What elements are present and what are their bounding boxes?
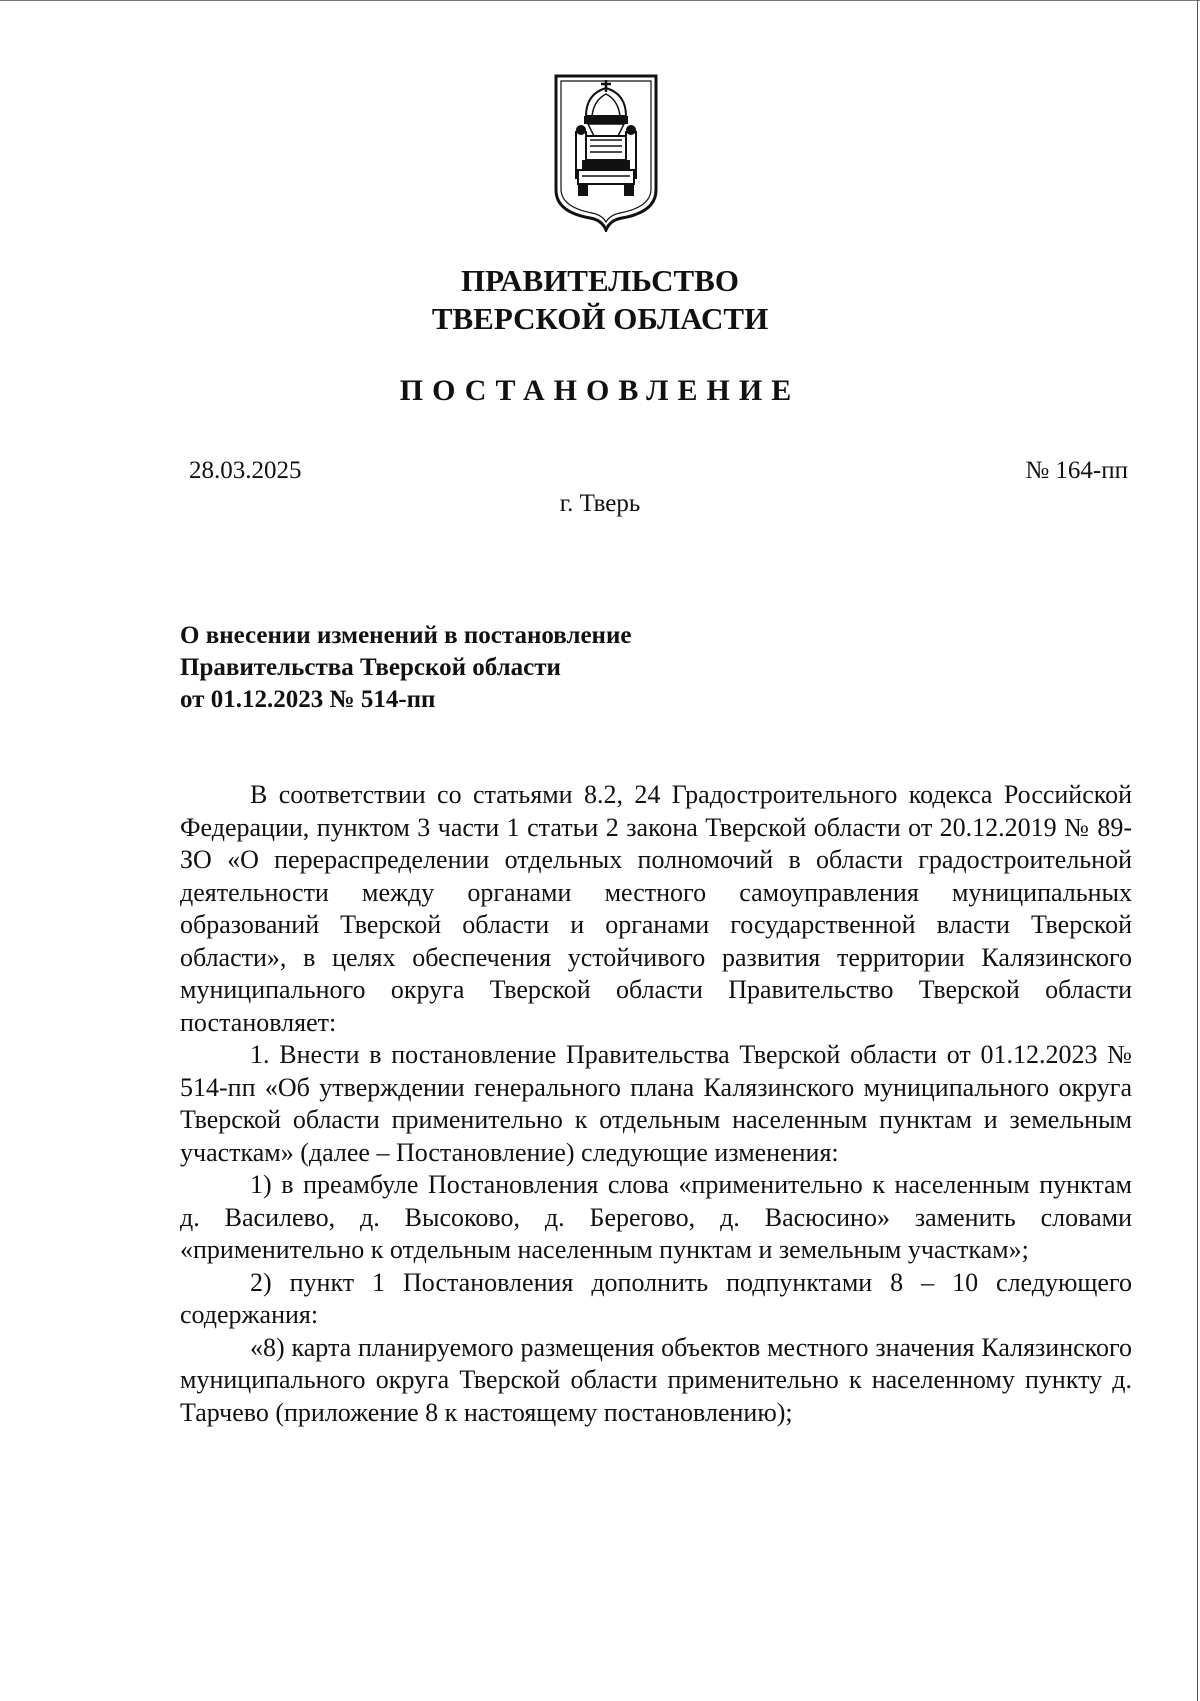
document-date: 28.03.2025 bbox=[189, 457, 302, 484]
body-paragraph-subitem-8: «8) карта планируемого размещения объектов местного значения Калязинского муниципального округа Тверской области применительно к населенному пункту д. Тарчево (приложение 8 к настоящему постановлению); bbox=[180, 1332, 1132, 1427]
document-body bbox=[180, 779, 1132, 1429]
tver-coat-of-arms-icon bbox=[552, 72, 660, 232]
document-number: № 164-пп bbox=[1025, 457, 1128, 484]
scan-edge-top bbox=[0, 0, 1200, 1]
government-title-line1: ПРАВИТЕЛЬСТВО bbox=[461, 263, 739, 298]
scan-edge-right bbox=[1197, 0, 1198, 1701]
subject-line1: О внесении изменений в постановление bbox=[180, 622, 632, 649]
government-title bbox=[0, 262, 1200, 338]
document-kind: ПОСТАНОВЛЕНИЕ bbox=[399, 374, 801, 407]
subject-line3: от 01.12.2023 № 514-пп bbox=[180, 686, 436, 713]
subject-line2: Правительства Тверской области bbox=[180, 654, 561, 681]
document-subject bbox=[180, 620, 780, 716]
body-paragraph-subitem-2: 2) пункт 1 Постановления дополнить подпунктами 8 – 10 следующего содержания: bbox=[180, 1267, 1132, 1329]
document-city: г. Тверь bbox=[559, 490, 641, 517]
body-paragraph-subitem-1: 1) в преамбуле Постановления слова «применительно к населенным пунктам д. Василево, д. Высоково, д. Берегово, д. Васюсино» заменить словами «применительно к отдельным населенным пунктам и земельным участкам»; bbox=[180, 1170, 1132, 1264]
body-paragraph-preamble: В соответствии со статьями 8.2, 24 Градостроительного кодекса Российской Федерации, пунктом 3 части 1 статьи 2 закона Тверской области от 20.12.2019 № 89-ЗО «О перераспределении отдельных полномочий в области градостроительной деятельности между органами местного самоуправления муниципальных образований Тверской области и органами государственной власти Тверской области», в целях обеспечения устойчивого развития территории Калязинского муниципального округа Тверской области Правительство Тверской области постановляет: bbox=[180, 780, 1132, 1037]
body-paragraph-item-1: 1. Внести в постановление Правительства Тверской области от 01.12.2023 № 514-пп «Об утверждении генерального плана Калязинского муниципального округа Тверской области применительно к отдельным населенным пунктам и земельным участкам» (далее – Постановление) следующие изменения: bbox=[180, 1040, 1132, 1167]
government-title-line2: ТВЕРСКОЙ ОБЛАСТИ bbox=[431, 301, 769, 336]
